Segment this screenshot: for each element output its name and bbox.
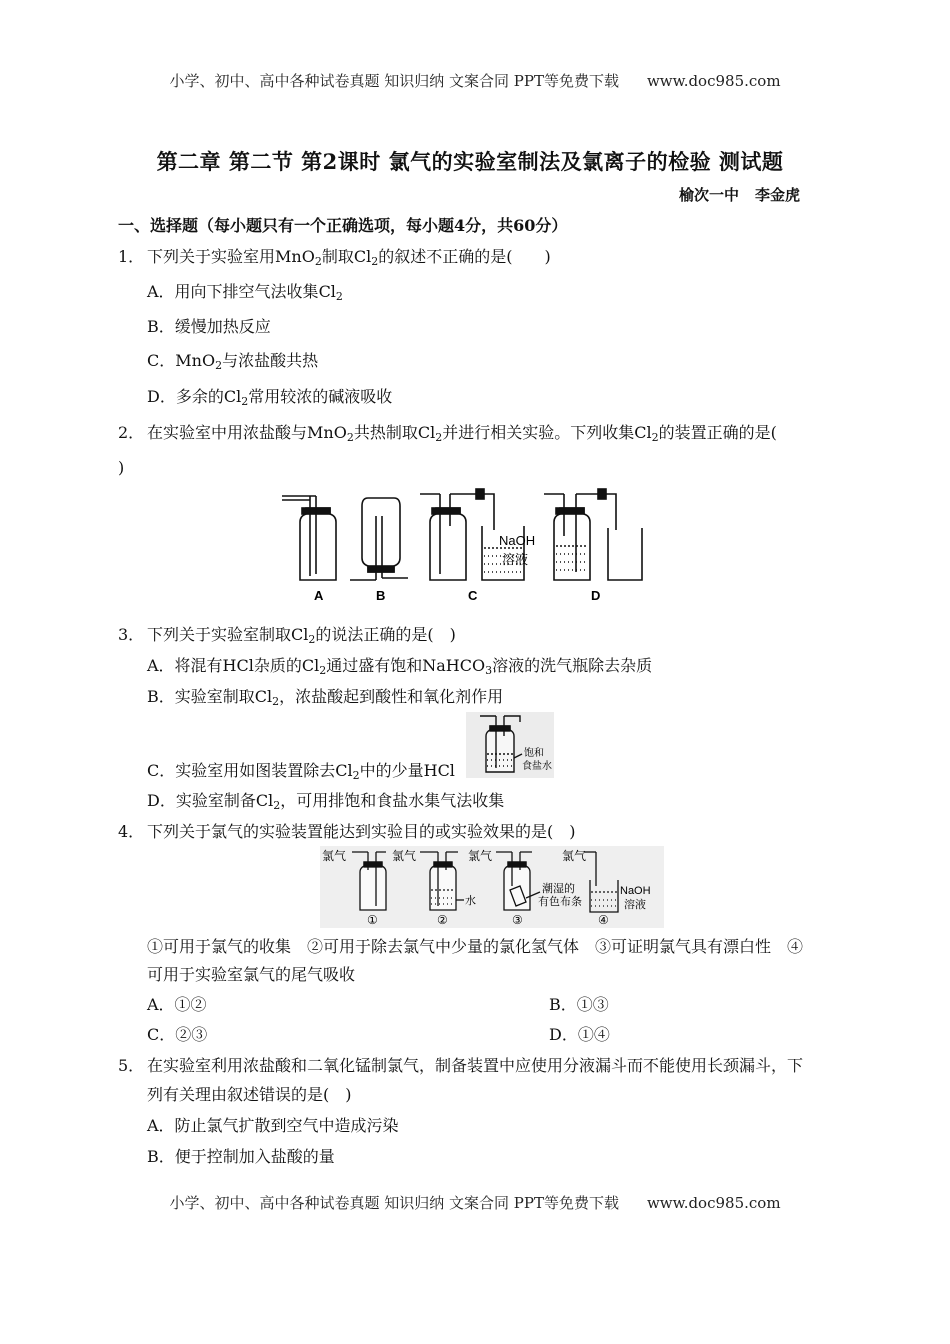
header-text: 小学、初中、高中各种试卷真题 知识归纳 文案合同 PPT等免费下载 <box>169 72 619 90</box>
q5-stem-2: 列有关理由叙述错误的是( ) <box>147 1085 352 1104</box>
footer-text: 小学、初中、高中各种试卷真题 知识归纳 文案合同 PPT等免费下载 <box>169 1194 619 1212</box>
q4-option-c[interactable]: C．②③ <box>147 1025 208 1044</box>
q4-option-b[interactable]: B．①③ <box>549 995 609 1014</box>
q1-stem: 下列关于实验室用MnO$_2$制取$Cl_2$的叙述不正确的是( ) <box>147 247 551 268</box>
apparatus-d <box>544 489 642 580</box>
q4-apparatus-figure <box>320 846 664 928</box>
q3-washing-bottle-figure <box>466 712 554 778</box>
q1-option-d[interactable]: D．多余的$Cl_2$常用较浓的碱液吸收 <box>147 387 393 408</box>
q2-fig-naoh: NaOH <box>499 533 536 548</box>
author-line <box>679 184 800 205</box>
q3-option-a[interactable]: A．将混有HCl杂质的$Cl_2$通过盛有饱和NaHCO$_3$溶液的洗气瓶除去杂质 <box>147 656 653 677</box>
q4-fig-num-4: ④ <box>598 913 609 927</box>
q5-stem-1: 在实验室利用浓盐酸和二氧化锰制氯气，制备装置中应使用分液漏斗而不能使用长颈漏斗，下 <box>147 1056 804 1075</box>
q2-fig-label-d: D <box>591 588 601 603</box>
q4-option-d[interactable]: D．①④ <box>549 1025 610 1044</box>
q4-description-1: ①可用于氯气的收集 ②可用于除去氯气中少量的氯化氢气体 ③可证明氯气具有漂白性 ④ <box>147 937 804 956</box>
q2-fig-label-c: C <box>468 588 478 603</box>
author-name: 李金虎 <box>754 186 800 204</box>
q3-stem: 下列关于实验室制取$Cl_2$的说法正确的是( ) <box>147 625 456 646</box>
q3-number: 3． <box>118 625 145 644</box>
page-header <box>0 70 950 91</box>
q4-fig-num-2: ② <box>437 913 448 927</box>
q5-option-b[interactable]: B．便于控制加入盐酸的量 <box>147 1147 335 1166</box>
footer-site[interactable]: www.doc985.com <box>646 1194 781 1212</box>
section-heading: 一、选择题（每小题只有一个正确选项，每小题4分，共60分） <box>118 216 568 235</box>
q4-fig-naoh: NaOH <box>620 885 651 897</box>
apparatus-a <box>282 496 336 580</box>
q4-description-2: 可用于实验室氯气的尾气吸收 <box>147 965 356 984</box>
q4-fig-water: 水 <box>465 895 476 907</box>
q2-fig-label-b: B <box>376 588 386 603</box>
q1-number: 1． <box>118 247 145 266</box>
q2-stem-end: ) <box>118 458 125 477</box>
q4-fig-gas-3: 氯气 <box>468 849 493 863</box>
q2-number: 2． <box>118 423 145 442</box>
q5-option-a[interactable]: A．防止氯气扩散到空气中造成污染 <box>147 1116 399 1135</box>
q4-option-a[interactable]: A．①② <box>147 995 207 1014</box>
q3-fig-label-1: 饱和 <box>524 748 544 759</box>
page-title: 第二章 第二节 第2课时 氯气的实验室制法及氯离子的检验 测试题 <box>156 149 784 174</box>
q4-number: 4． <box>118 822 145 841</box>
q4-fig-gas-1: 氯气 <box>322 849 347 863</box>
q3-option-d[interactable]: D．实验室制备$Cl_2$，可用排饱和食盐水集气法收集 <box>147 791 505 812</box>
q4-fig-cloth-1: 潮湿的 <box>542 883 575 895</box>
q3-fig-label-2: 食盐水 <box>522 761 552 772</box>
q2-fig-label-a: A <box>314 588 324 603</box>
page-footer <box>0 1192 950 1213</box>
q4-stem: 下列关于氯气的实验装置能达到实验目的或实验效果的是( ) <box>147 822 576 841</box>
q4-fig-solution: 溶液 <box>624 899 646 911</box>
q1-option-a[interactable]: A．用向下排空气法收集$Cl_2$ <box>147 282 343 303</box>
q4-fig-gas-2: 氯气 <box>392 849 417 863</box>
q2-apparatus-figure <box>280 486 660 610</box>
apparatus-b <box>350 498 408 580</box>
q4-fig-num-1: ① <box>367 913 378 927</box>
q2-stem: 在实验室中用浓盐酸与MnO$_2$共热制取$Cl_2$并进行相关实验。下列收集$Cl_2$的装置正确的是( <box>147 423 777 444</box>
header-site[interactable]: www.doc985.com <box>646 72 781 90</box>
q1-option-b[interactable]: B．缓慢加热反应 <box>147 317 271 336</box>
q4-fig-num-3: ③ <box>512 913 523 927</box>
q3-option-b[interactable]: B．实验室制取$Cl_2$，浓盐酸起到酸性和氧化剂作用 <box>147 687 504 708</box>
q4-fig-cloth-2: 有色布条 <box>538 896 582 908</box>
author-school: 榆次一中 <box>678 186 739 204</box>
q1-option-c[interactable]: C．MnO$_2$与浓盐酸共热 <box>147 351 319 372</box>
q5-number: 5． <box>118 1056 145 1075</box>
q3-option-c[interactable]: C．实验室用如图装置除去$Cl_2$中的少量HCl <box>147 761 455 782</box>
q2-fig-solution: 溶液 <box>502 552 529 567</box>
q4-fig-gas-4: 氯气 <box>562 849 587 863</box>
